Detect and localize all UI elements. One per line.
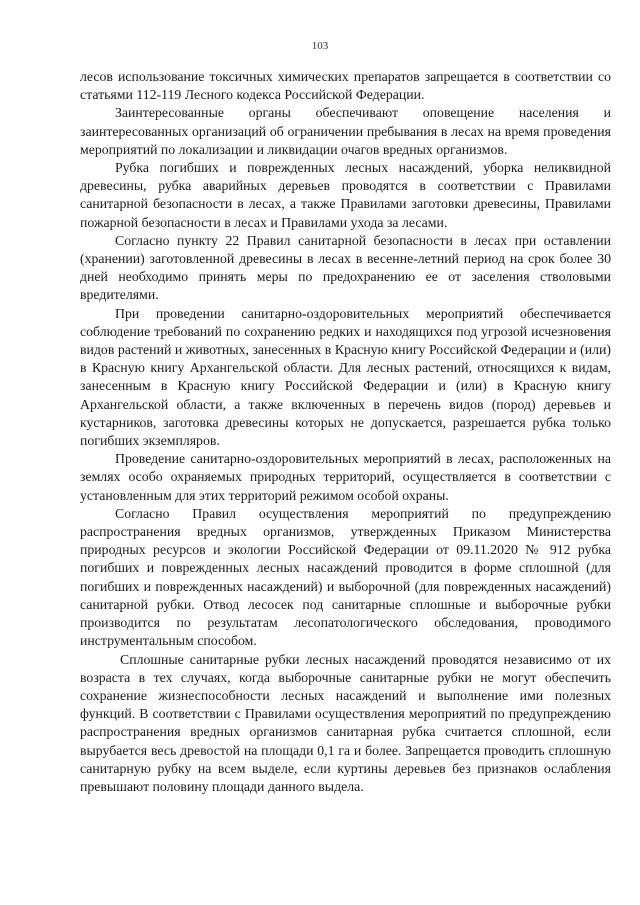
paragraph-continuation: лесов использование токсичных химических препаратов запрещается в соответствии со статьями 112-119 Лесного кодекса Российской Федерации. — [80, 69, 611, 103]
paragraph-timber-storage: Согласно пункту 22 Правил санитарной безопасности в лесах при оставлении (хранении) заготовленной древесины в лесах в весенне-летний период на срок более 30 дней необходимо принять меры по предохранению ее от заселения стволовыми вредителями. — [80, 232, 611, 303]
body-text — [80, 68, 611, 796]
paragraph-protected-areas: Проведение санитарно-оздоровительных мероприятий в лесах, расположенных на землях особо охраняемых природных территорий, осуществляется в соответствии с установленным для этих территорий режимом особой охраны. — [80, 451, 611, 503]
paragraph-red-book: При проведении санитарно-оздоровительных мероприятий обеспечивается соблюдение требований по сохранению редких и находящихся под угрозой исчезновения видов растений и животных, занесенных в Красную книгу Российской Федерации и (или) в Красную книгу Архангельской области. Для лесных растений, относящихся к видам, занесенным в Красную книгу Российской Федерации и (или) в Красную книгу Архангельской области, а также включенных в перечень видов (пород) деревьев и кустарников, заготовка древесины которых не допускается, разрешается рубка только погибших экземпляров. — [80, 305, 611, 449]
paragraph-notification: Заинтересованные органы обеспечивают оповещение населения и заинтересованных организаций об ограничении пребывания в лесах на время проведения мероприятий по локализации и ликвидации очагов вредных организмов. — [80, 105, 611, 157]
paragraph-felling-rules: Рубка погибших и поврежденных лесных насаждений, уборка неликвидной древесины, рубка аварийных деревьев проводятся в соответствии с Правилами санитарной безопасности в лесах, а также Правилами заготовки древесины, Правилами пожарной безопасности в лесах и Правилами ухода за лесами. — [80, 160, 611, 230]
paragraph-clear-cutting: Сплошные санитарные рубки лесных насаждений проводятся независимо от их возраста в тех случаях, когда выборочные санитарные рубки не могут обеспечить сохранение жизнеспособности лесных насаждений и выполнение ими полезных функций. В соответствии с Правилами осуществления мероприятий по предупреждению распространения вредных организмов санитарная рубка считается сплошной, если вырубается весь древостой на площади 0,1 га и более. Запрещается проводить сплошную санитарную рубку на всем выделе, если куртины деревьев без признаков ослабления превышают половину площади данного выдела. — [80, 651, 611, 794]
paragraph-order-912: Согласно Правил осуществления мероприятий по предупреждению распространения вредных организмов, утвержденных Приказом Министерства природных ресурсов и экологии Российской Федерации от 09.11.2020 № 912 рубка погибших и поврежденных лесных насаждений проводится в форме сплошной (для погибших и поврежденных насаждений) и выборочной (для поврежденных насаждений) санитарной рубки. Отвод лесосек под санитарные сплошные и выборочные рубки производится по результатам лесопатологического обследования, проводимого инструментальным способом. — [80, 505, 611, 649]
page-number: 103 — [311, 40, 329, 52]
